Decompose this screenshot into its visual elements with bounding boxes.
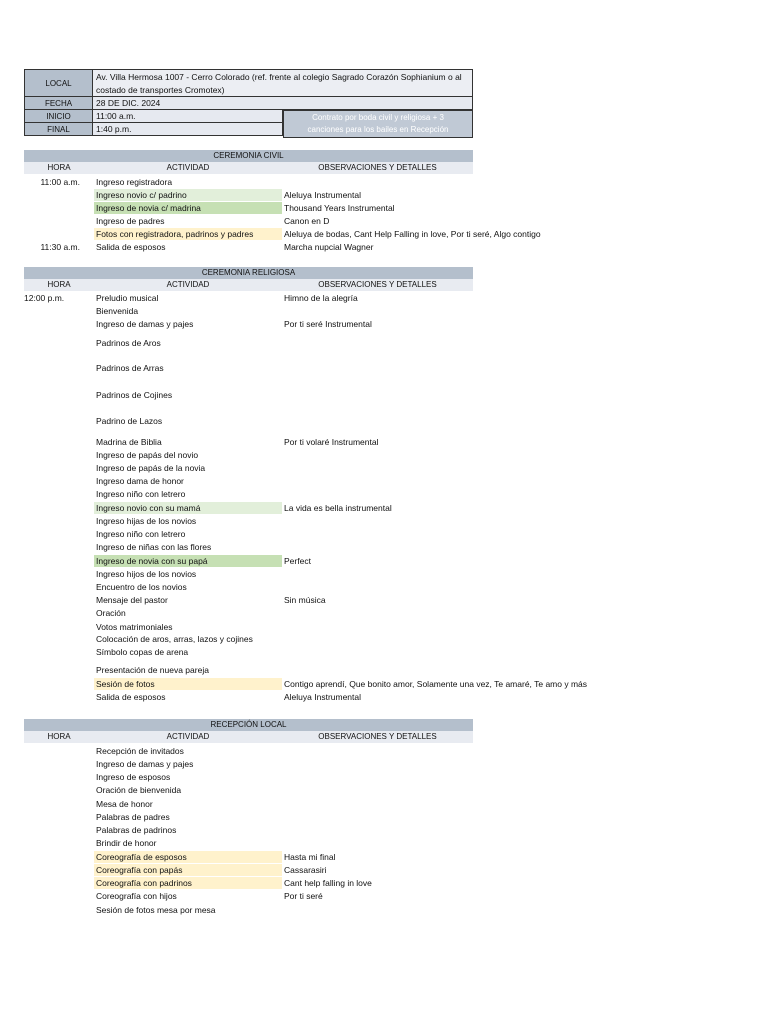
final-label: FINAL bbox=[24, 122, 93, 136]
table-row bbox=[24, 541, 768, 553]
row-actividad: Ingreso de damas y pajes bbox=[96, 759, 194, 769]
table-row bbox=[24, 837, 768, 849]
table-row bbox=[24, 798, 768, 810]
header-observaciones: OBSERVACIONES Y DETALLES bbox=[318, 163, 437, 172]
contract-note-line-2: canciones para los bailes en Recepción bbox=[307, 125, 449, 134]
row-actividad: Bienvenida bbox=[96, 306, 139, 316]
local-label: LOCAL bbox=[24, 69, 93, 97]
row-hora: 12:00 p.m. bbox=[24, 293, 65, 303]
table-row bbox=[24, 389, 768, 401]
table-row bbox=[24, 621, 768, 633]
local-value-line-2: costado de transportes Cromotex) bbox=[96, 85, 225, 95]
table-row bbox=[24, 758, 768, 770]
header-actividad: ACTIVIDAD bbox=[166, 280, 210, 289]
table-row bbox=[24, 337, 768, 349]
row-actividad: Ingreso hijas de los novios bbox=[96, 516, 197, 526]
row-actividad: Brindir de honor bbox=[96, 838, 157, 848]
row-hora: 11:00 a.m. bbox=[40, 177, 80, 187]
local-value-line-1: Av. Villa Hermosa 1007 - Cerro Colorado (ref. frente al colegio Sagrado Corazón Sophianium o al bbox=[96, 72, 462, 82]
row-actividad: Presentación de nueva pareja bbox=[96, 665, 209, 675]
row-actividad: Oración bbox=[96, 608, 126, 618]
row-actividad: Padrino de Lazos bbox=[96, 416, 163, 426]
row-actividad: Sesión de fotos bbox=[94, 678, 282, 690]
row-actividad: Ingreso registradora bbox=[96, 177, 173, 187]
table-row bbox=[24, 202, 768, 214]
table-row bbox=[24, 176, 768, 188]
row-observacion: Sin música bbox=[284, 595, 326, 605]
table-row bbox=[24, 664, 768, 676]
row-actividad: Padrinos de Arras bbox=[96, 363, 164, 373]
table-row bbox=[24, 678, 768, 690]
table-row bbox=[24, 745, 768, 757]
table-row bbox=[24, 415, 768, 427]
final-value: 1:40 p.m. bbox=[93, 122, 283, 136]
row-actividad: Padrinos de Aros bbox=[96, 338, 161, 348]
row-actividad: Colocación de aros, arras, lazos y cojines bbox=[96, 634, 253, 644]
ceremonia-civil-section bbox=[24, 150, 541, 252]
section-header bbox=[24, 279, 473, 291]
table-row bbox=[24, 607, 768, 619]
ceremonia-religiosa-section bbox=[24, 267, 588, 702]
table-row bbox=[24, 241, 768, 253]
header-actividad: ACTIVIDAD bbox=[166, 163, 210, 172]
table-row bbox=[24, 824, 768, 836]
row-actividad: Madrina de Biblia bbox=[96, 437, 162, 447]
table-row bbox=[24, 568, 768, 580]
table-row bbox=[24, 890, 768, 902]
row-observacion: Cant help falling in love bbox=[284, 878, 372, 888]
row-actividad: Ingreso novio c/ padrino bbox=[94, 189, 282, 201]
row-observacion: Hasta mi final bbox=[284, 852, 336, 862]
table-row bbox=[24, 633, 768, 645]
header-hora: HORA bbox=[47, 280, 71, 289]
row-actividad: Padrinos de Cojines bbox=[96, 390, 173, 400]
header-hora: HORA bbox=[47, 732, 71, 741]
row-actividad: Oración de bienvenida bbox=[96, 785, 182, 795]
row-actividad: Ingreso de novia con su papá bbox=[94, 555, 282, 567]
row-observacion: Contigo aprendí, Que bonito amor, Solamente una vez, Te amaré, Te amo y más bbox=[284, 679, 588, 689]
table-row bbox=[24, 502, 768, 514]
row-observacion: Aleluya de bodas, Cant Help Falling in love, Por ti seré, Algo contigo bbox=[284, 229, 541, 239]
table-row bbox=[24, 646, 768, 658]
section-title: CEREMONIA RELIGIOSA bbox=[24, 267, 473, 279]
event-info-block bbox=[24, 69, 473, 136]
row-actividad: Mesa de honor bbox=[96, 799, 153, 809]
contract-note-line-1: Contrato por boda civil y religiosa + 3 bbox=[312, 113, 444, 122]
table-row bbox=[24, 436, 768, 448]
table-row bbox=[24, 877, 768, 889]
row-actividad: Ingreso dama de honor bbox=[96, 476, 184, 486]
header-observaciones: OBSERVACIONES Y DETALLES bbox=[318, 280, 437, 289]
row-actividad: Ingreso de damas y pajes bbox=[96, 319, 194, 329]
fecha-label: FECHA bbox=[24, 96, 93, 110]
contract-note bbox=[283, 110, 473, 138]
row-actividad: Ingreso de niñas con las flores bbox=[96, 542, 212, 552]
row-actividad: Ingreso niño con letrero bbox=[96, 529, 186, 539]
row-actividad: Coreografía de esposos bbox=[94, 851, 282, 863]
table-row bbox=[24, 691, 768, 703]
table-row bbox=[24, 488, 768, 500]
table-row bbox=[24, 475, 768, 487]
row-observacion: Por ti seré Instrumental bbox=[284, 319, 372, 329]
table-row bbox=[24, 851, 768, 863]
row-actividad: Ingreso de papás de la novia bbox=[96, 463, 206, 473]
table-row bbox=[24, 228, 768, 240]
row-actividad: Mensaje del pastor bbox=[96, 595, 168, 605]
table-row bbox=[24, 771, 768, 783]
row-actividad: Coreografía con padrinos bbox=[94, 877, 282, 889]
section-header bbox=[24, 162, 473, 174]
row-actividad: Salida de esposos bbox=[96, 242, 166, 252]
row-observacion: Perfect bbox=[284, 556, 311, 566]
row-actividad: Ingreso de novia c/ madrina bbox=[94, 202, 282, 214]
row-observacion: Aleluya Instrumental bbox=[284, 692, 362, 702]
table-row bbox=[24, 555, 768, 567]
table-row bbox=[24, 462, 768, 474]
row-actividad: Ingreso hijos de los novios bbox=[96, 569, 197, 579]
row-observacion: Por ti volaré Instrumental bbox=[284, 437, 379, 447]
row-observacion: Por ti seré bbox=[284, 891, 323, 901]
row-observacion: Cassarasiri bbox=[284, 865, 327, 875]
row-observacion: Thousand Years Instrumental bbox=[284, 203, 395, 213]
row-actividad: Preludio musical bbox=[96, 293, 159, 303]
header-actividad: ACTIVIDAD bbox=[166, 732, 210, 741]
table-row bbox=[24, 581, 768, 593]
table-row bbox=[24, 292, 768, 304]
row-actividad: Ingreso de esposos bbox=[96, 772, 171, 782]
row-observacion: Marcha nupcial Wagner bbox=[284, 242, 374, 252]
table-row bbox=[24, 811, 768, 823]
row-actividad: Coreografía con papás bbox=[94, 864, 282, 876]
row-observacion: Himno de la alegría bbox=[284, 293, 358, 303]
table-row bbox=[24, 784, 768, 796]
row-observacion: Aleluya Instrumental bbox=[284, 190, 362, 200]
table-row bbox=[24, 215, 768, 227]
row-actividad: Encuentro de los novios bbox=[96, 582, 187, 592]
table-row bbox=[24, 362, 768, 374]
row-actividad: Símbolo copas de arena bbox=[96, 647, 189, 657]
row-hora: 11:30 a.m. bbox=[40, 242, 80, 252]
table-row bbox=[24, 515, 768, 527]
row-actividad: Ingreso de papás del novio bbox=[96, 450, 199, 460]
row-actividad: Salida de esposos bbox=[96, 692, 166, 702]
table-row bbox=[24, 189, 768, 201]
table-row bbox=[24, 528, 768, 540]
table-row bbox=[24, 864, 768, 876]
row-actividad: Ingreso niño con letrero bbox=[96, 489, 186, 499]
row-actividad: Palabras de padres bbox=[96, 812, 170, 822]
inicio-value: 11:00 a.m. bbox=[93, 109, 283, 123]
local-row bbox=[24, 69, 473, 97]
row-observacion: La vida es bella instrumental bbox=[284, 503, 392, 513]
recepcion-local-section bbox=[24, 719, 473, 915]
inicio-label: INICIO bbox=[24, 109, 93, 123]
local-value bbox=[93, 69, 473, 97]
row-actividad: Fotos con registradora, padrinos y padres bbox=[94, 228, 282, 240]
table-row bbox=[24, 449, 768, 461]
header-observaciones: OBSERVACIONES Y DETALLES bbox=[318, 732, 437, 741]
row-actividad: Coreografía con hijos bbox=[96, 891, 177, 901]
row-actividad: Palabras de padrinos bbox=[96, 825, 177, 835]
table-row bbox=[24, 904, 768, 916]
row-observacion: Canon en D bbox=[284, 216, 330, 226]
table-row bbox=[24, 305, 768, 317]
table-row bbox=[24, 594, 768, 606]
section-header bbox=[24, 731, 473, 743]
row-actividad: Sesión de fotos mesa por mesa bbox=[96, 905, 216, 915]
header-hora: HORA bbox=[47, 163, 71, 172]
section-title: CEREMONIA CIVIL bbox=[24, 150, 473, 162]
row-actividad: Recepción de invitados bbox=[96, 746, 184, 756]
table-row bbox=[24, 318, 768, 330]
row-actividad: Ingreso novio con su mamá bbox=[94, 502, 282, 514]
fecha-value: 28 DE DIC. 2024 bbox=[93, 96, 473, 110]
section-title: RECEPCIÓN LOCAL bbox=[24, 719, 473, 731]
row-actividad: Votos matrimoniales bbox=[96, 622, 173, 632]
row-actividad: Ingreso de padres bbox=[96, 216, 165, 226]
